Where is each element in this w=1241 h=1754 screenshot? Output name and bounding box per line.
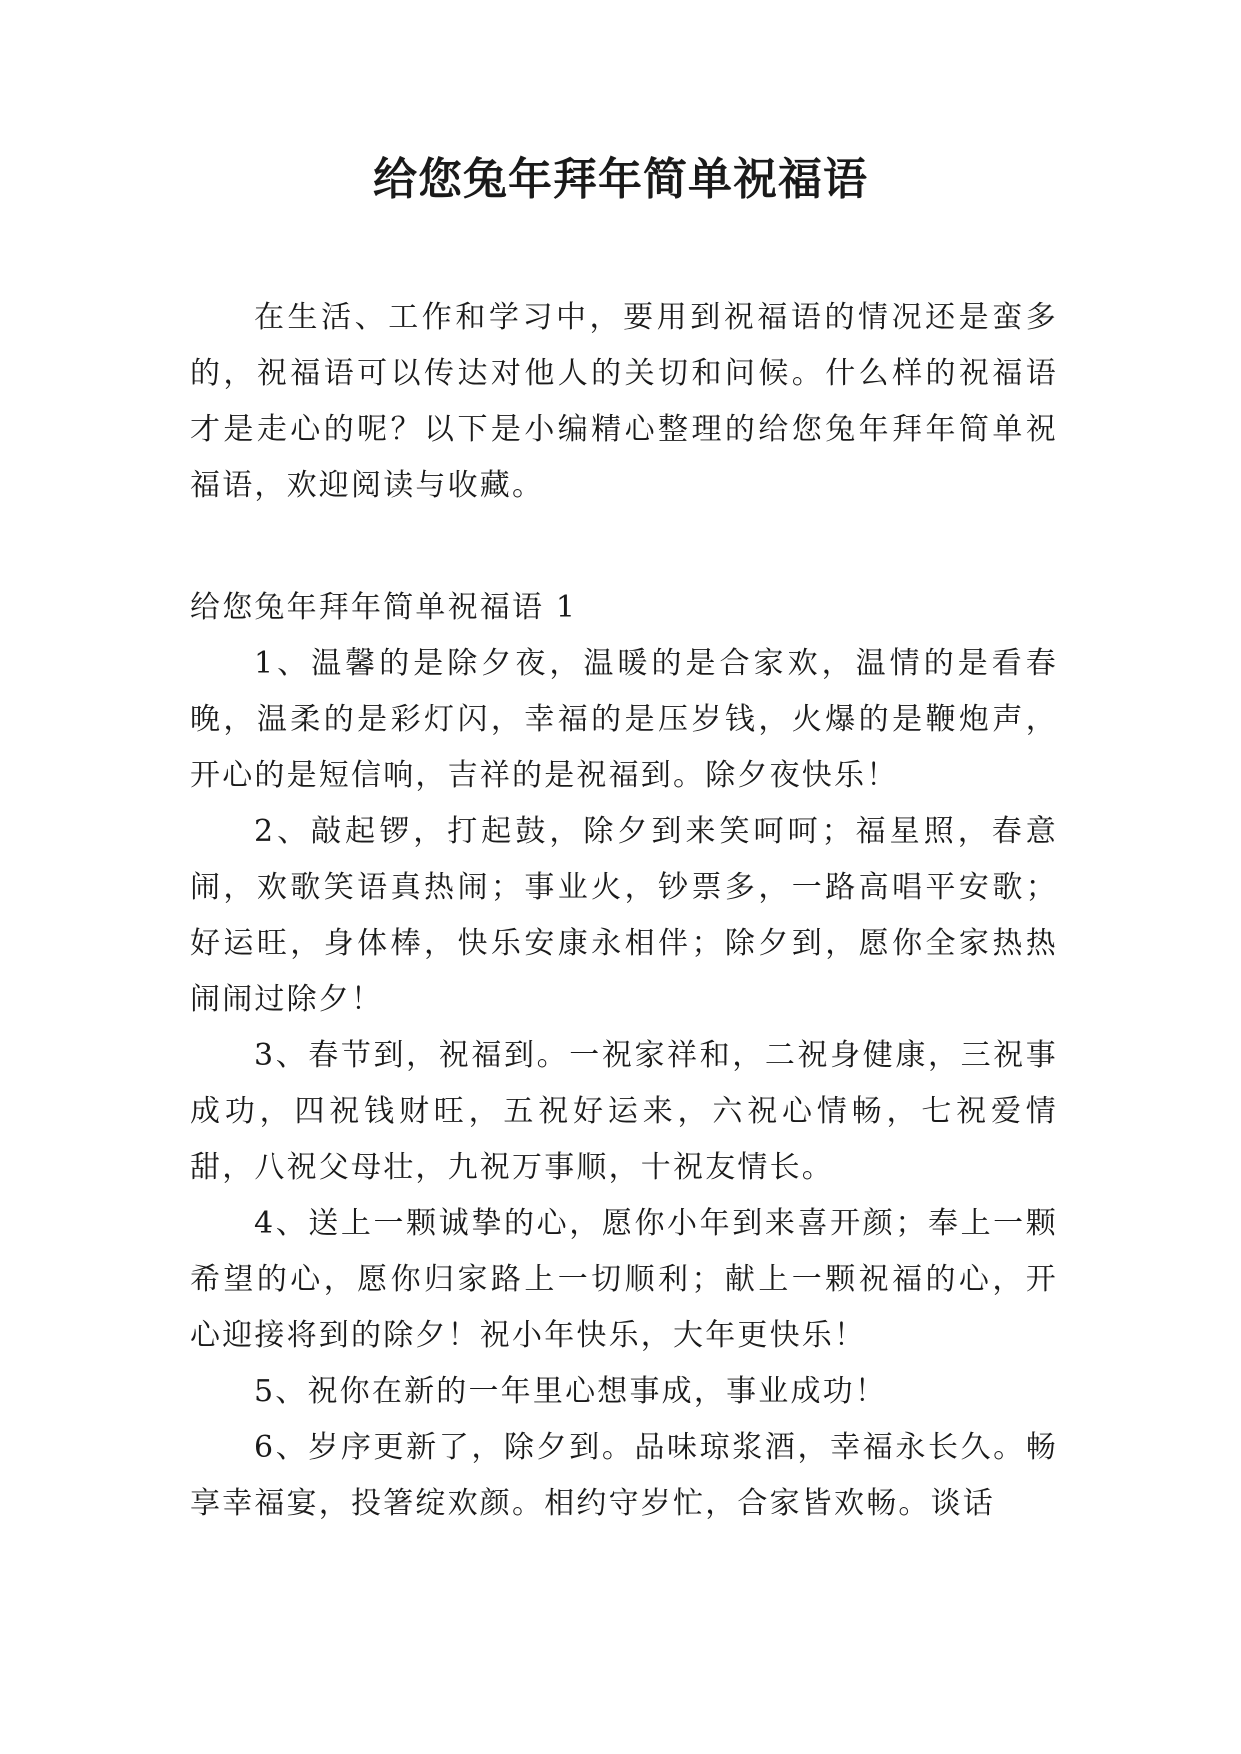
wish-item-1: 1、温馨的是除夕夜，温暖的是合家欢，温情的是看春晚，温柔的是彩灯闪，幸福的是压岁钱，火爆的是鞭炮声，开心的是短信响，吉祥的是祝福到。除夕夜快乐！: [190, 646, 1058, 793]
document-title: 给您兔年拜年简单祝福语: [373, 154, 868, 205]
wish-item-3: 3、春节到，祝福到。一祝家祥和，二祝身健康，三祝事成功，四祝钱财旺，五祝好运来，六祝心情畅，七祝爱情甜，八祝父母壮，九祝万事顺，十祝友情长。: [190, 1038, 1058, 1185]
wish-item-4: 4、送上一颗诚挚的心，愿你小年到来喜开颜；奉上一颗希望的心，愿你归家路上一切顺利；献上一颗祝福的心，开心迎接将到的除夕！祝小年快乐，大年更快乐！: [190, 1206, 1058, 1353]
wish-item-2: 2、敲起锣，打起鼓，除夕到来笑呵呵；福星照，春意闹，欢歌笑语真热闹；事业火，钞票多，一路高唱平安歌；好运旺，身体棒，快乐安康永相伴；除夕到，愿你全家热热闹闹过除夕！: [190, 814, 1058, 1017]
intro-paragraph: 在生活、工作和学习中，要用到祝福语的情况还是蛮多的，祝福语可以传达对他人的关切和问候。什么样的祝福语才是走心的呢？以下是小编精心整理的给您兔年拜年简单祝福语，欢迎阅读与收藏。: [190, 300, 1058, 503]
document-body: [190, 290, 1058, 1532]
wish-item-5: 5、祝你在新的一年里心想事成，事业成功！: [254, 1374, 888, 1409]
section-heading: 给您兔年拜年简单祝福语 1: [190, 590, 578, 625]
wish-item-6: 6、岁序更新了，除夕到。品味琼浆酒，幸福永长久。畅享幸福宴，投箸绽欢颜。相约守岁忙，合家皆欢畅。谈话: [190, 1430, 1058, 1521]
